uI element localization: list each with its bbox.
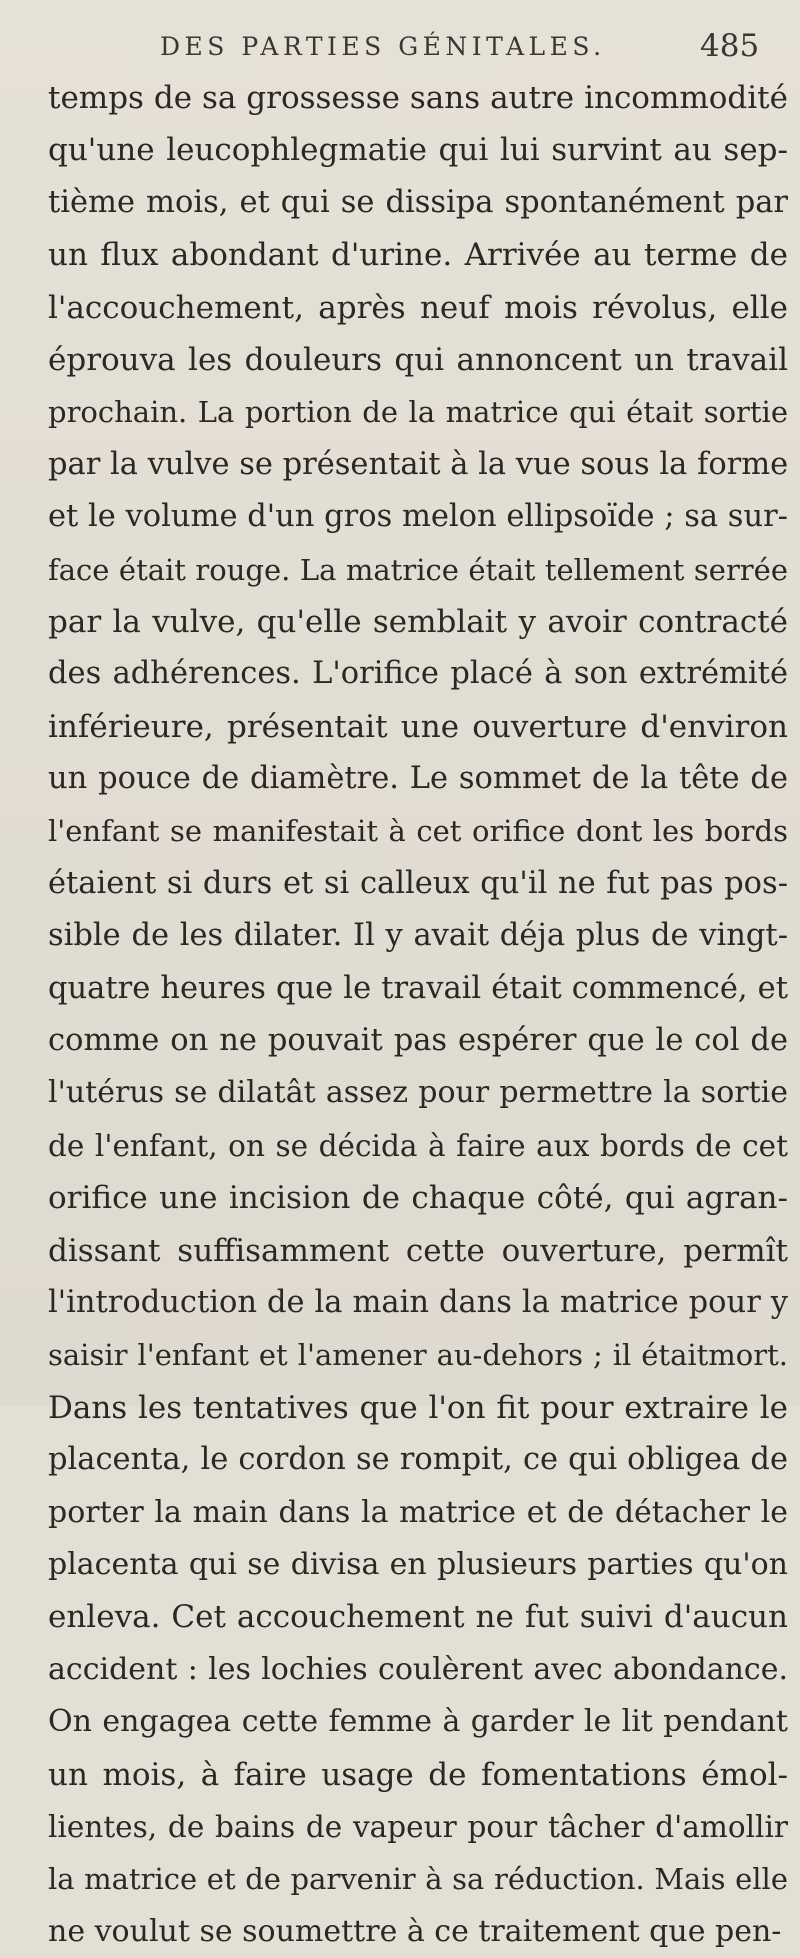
text-line: tième mois, et qui se dissipa spontanément par: [48, 184, 788, 220]
text-line: placenta, le cordon se rompit, ce qui obligea de: [48, 1442, 788, 1478]
text-line: étaient si durs et si calleux qu'il ne fut pas pos-: [48, 865, 788, 901]
text-line: un mois, à faire usage de fomentations émol-: [48, 1756, 788, 1793]
text-line: l'introduction de la main dans la matrice pour y: [48, 1284, 788, 1320]
text-line: inférieure, présentait une ouverture d'environ: [48, 708, 788, 745]
text-line: un pouce de diamètre. Le sommet de la tête de: [48, 761, 788, 797]
text-line: comme on ne pouvait pas espérer que le col de: [48, 1023, 788, 1059]
text-line: un flux abondant d'urine. Arrivée au terme de: [48, 237, 788, 274]
page-number: 485: [700, 28, 760, 64]
text-line: lientes, de bains de vapeur pour tâcher d'amollir: [48, 1809, 788, 1844]
text-line: éprouva les douleurs qui annoncent un travail: [48, 341, 788, 378]
text-line: ne voulut se soumettre à ce traitement que pen-: [48, 1913, 782, 1949]
text-line: enleva. Cet accouchement ne fut suivi d'aucun: [48, 1599, 788, 1636]
text-line: l'enfant se manifestait à cet orifice dont les bords: [48, 814, 788, 849]
text-line: l'accouchement, après neuf mois révolus, elle: [48, 289, 788, 326]
text-line: prochain. La portion de la matrice qui était sortie: [48, 395, 788, 430]
text-line: des adhérences. L'orifice placé à son extrémité: [48, 656, 788, 692]
text-line: temps de sa grossesse sans autre incommodité: [48, 80, 788, 116]
text-line: sible de les dilater. Il y avait déja plus de vingt-: [48, 918, 788, 954]
text-line: saisir l'enfant et l'amener au-dehors ; il étaitmort.: [48, 1338, 788, 1373]
text-line: et le volume d'un gros melon ellipsoïde ; sa sur-: [48, 499, 788, 535]
text-line: dissant suffisamment cette ouverture, permît: [48, 1232, 788, 1269]
text-line: la matrice et de parvenir à sa réduction. Mais elle: [48, 1862, 788, 1897]
text-line: face était rouge. La matrice était tellement serrée: [48, 552, 788, 587]
text-line: qu'une leucophlegmatie qui lui survint au sep-: [48, 132, 788, 169]
text-line: par la vulve, qu'elle semblait y avoir contracté: [48, 603, 788, 640]
text-line: quatre heures que le travail était commencé, et: [48, 970, 788, 1006]
text-line: placenta qui se divisa en plusieurs parties qu'on: [48, 1546, 788, 1582]
text-line: par la vulve se présentait à la vue sous la forme: [48, 446, 789, 482]
text-line: Dans les tentatives que l'on fit pour extraire le: [48, 1389, 788, 1426]
text-line: de l'enfant, on se décida à faire aux bords de cet: [48, 1128, 788, 1163]
text-line: orifice une incision de chaque côté, qui agran-: [48, 1180, 788, 1217]
text-line: l'utérus se dilatât assez pour permettre la sortie: [48, 1075, 788, 1111]
running-head: DES PARTIES GÉNITALES.: [160, 32, 606, 61]
text-line: On engagea cette femme à garder le lit pendant: [48, 1704, 788, 1740]
body-text: [48, 72, 788, 1958]
text-line: accident : les lochies coulèrent avec abondance.: [48, 1651, 788, 1687]
text-line: porter la main dans la matrice et de détacher le: [48, 1494, 788, 1530]
